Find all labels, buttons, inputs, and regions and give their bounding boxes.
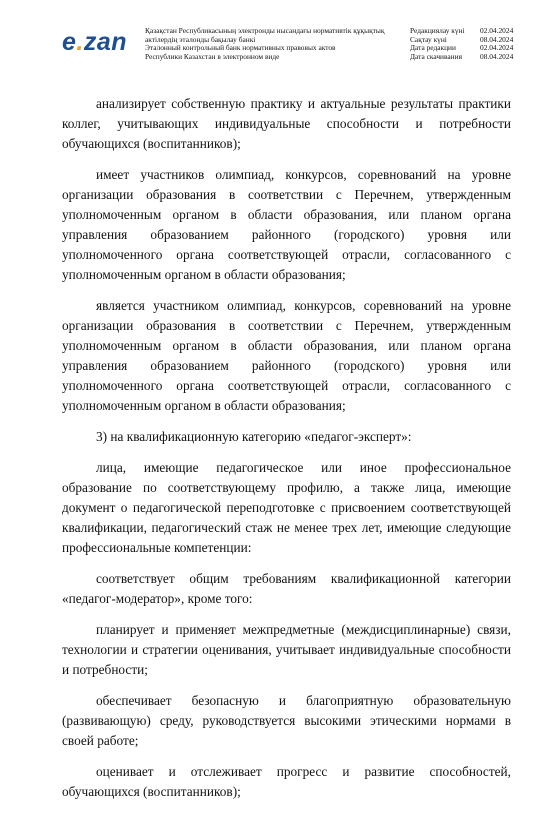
header-bank-title: [145, 27, 390, 61]
meta-row: [410, 53, 520, 62]
header-line: Республики Казахстан в электронном виде: [145, 51, 280, 61]
meta-value: 02.04.2024: [480, 26, 514, 35]
logo-zan: zan: [83, 28, 128, 56]
body-paragraph: имеет участников олимпиад, конкурсов, соревнований на уровне организации образования в соответствии с Перечнем, утвержденным уполномоченным органом в области образования, или планом органа управления образованием районного (городского) уровня или уполномоченного органа соответствующей отрасли, согласованного с уполномоченным органом в области образования;: [62, 167, 511, 282]
body-paragraph: анализирует собственную практику и актуальные результаты практики коллег, учитывающих индивидуальные способности и потребности обучающихся (воспитанников);: [62, 96, 511, 151]
meta-label: Редакциялау күні: [410, 26, 465, 35]
meta-value: 02.04.2024: [480, 43, 514, 53]
body-paragraph: соответствует общим требованиям квалификационной категории «педагог-модератор», кроме того:: [62, 571, 511, 606]
body-paragraph: оценивает и отслеживает прогресс и развитие способностей, обучающихся (воспитанников);: [62, 764, 511, 799]
meta-label: Сақтау күні: [410, 34, 447, 44]
meta-label: Дата редакции: [410, 43, 456, 53]
body-paragraph: планирует и применяет межпредметные (междисциплинарные) связи, технологии и стратегии оценивания, учитывает индивидуальные способности и потребности;: [62, 622, 511, 677]
meta-label: Дата скачивания: [410, 51, 462, 61]
body-paragraph: обеспечивает безопасную и благоприятную образовательную (развивающую) среду, руководствуется высокими этическими нормами в своей работе;: [62, 693, 511, 748]
body-paragraph: 3) на квалификационную категорию «педагог-эксперт»:: [96, 429, 412, 444]
ezan-logo: [62, 28, 127, 57]
body-paragraph: лица, имеющие педагогическое или иное профессиональное образование по соответствующему профилю, а также лица, имеющие документ о педагогической переподготовке с присвоением соответствующей квалификации, педагогический стаж не менее трех лет, имеющие следующие профессиональные компетенции:: [62, 460, 511, 555]
logo-e: e: [62, 28, 77, 56]
document-body: [62, 94, 511, 813]
logo-dot: .: [76, 28, 84, 56]
document-header: [0, 0, 557, 80]
meta-value: 08.04.2024: [480, 51, 514, 61]
header-line: актілердің эталонды бақылау банкі: [145, 34, 256, 44]
header-dates: [410, 27, 520, 61]
header-line: Эталонный контрольный банк нормативных правовых актов: [145, 43, 336, 53]
meta-value: 08.04.2024: [480, 34, 514, 44]
body-paragraph: является участником олимпиад, конкурсов, соревнований на уровне организации образования в соответствии с Перечнем, утвержденным уполномоченным органом в области образования, или планом органа управления образованием районного (городского) уровня или уполномоченного органа соответствующей отрасли, согласованного с уполномоченным органом в области образования;: [62, 298, 511, 413]
header-line: Қазақстан Республикасының электронды нысандағы нормативтік құқықтық: [145, 26, 385, 35]
